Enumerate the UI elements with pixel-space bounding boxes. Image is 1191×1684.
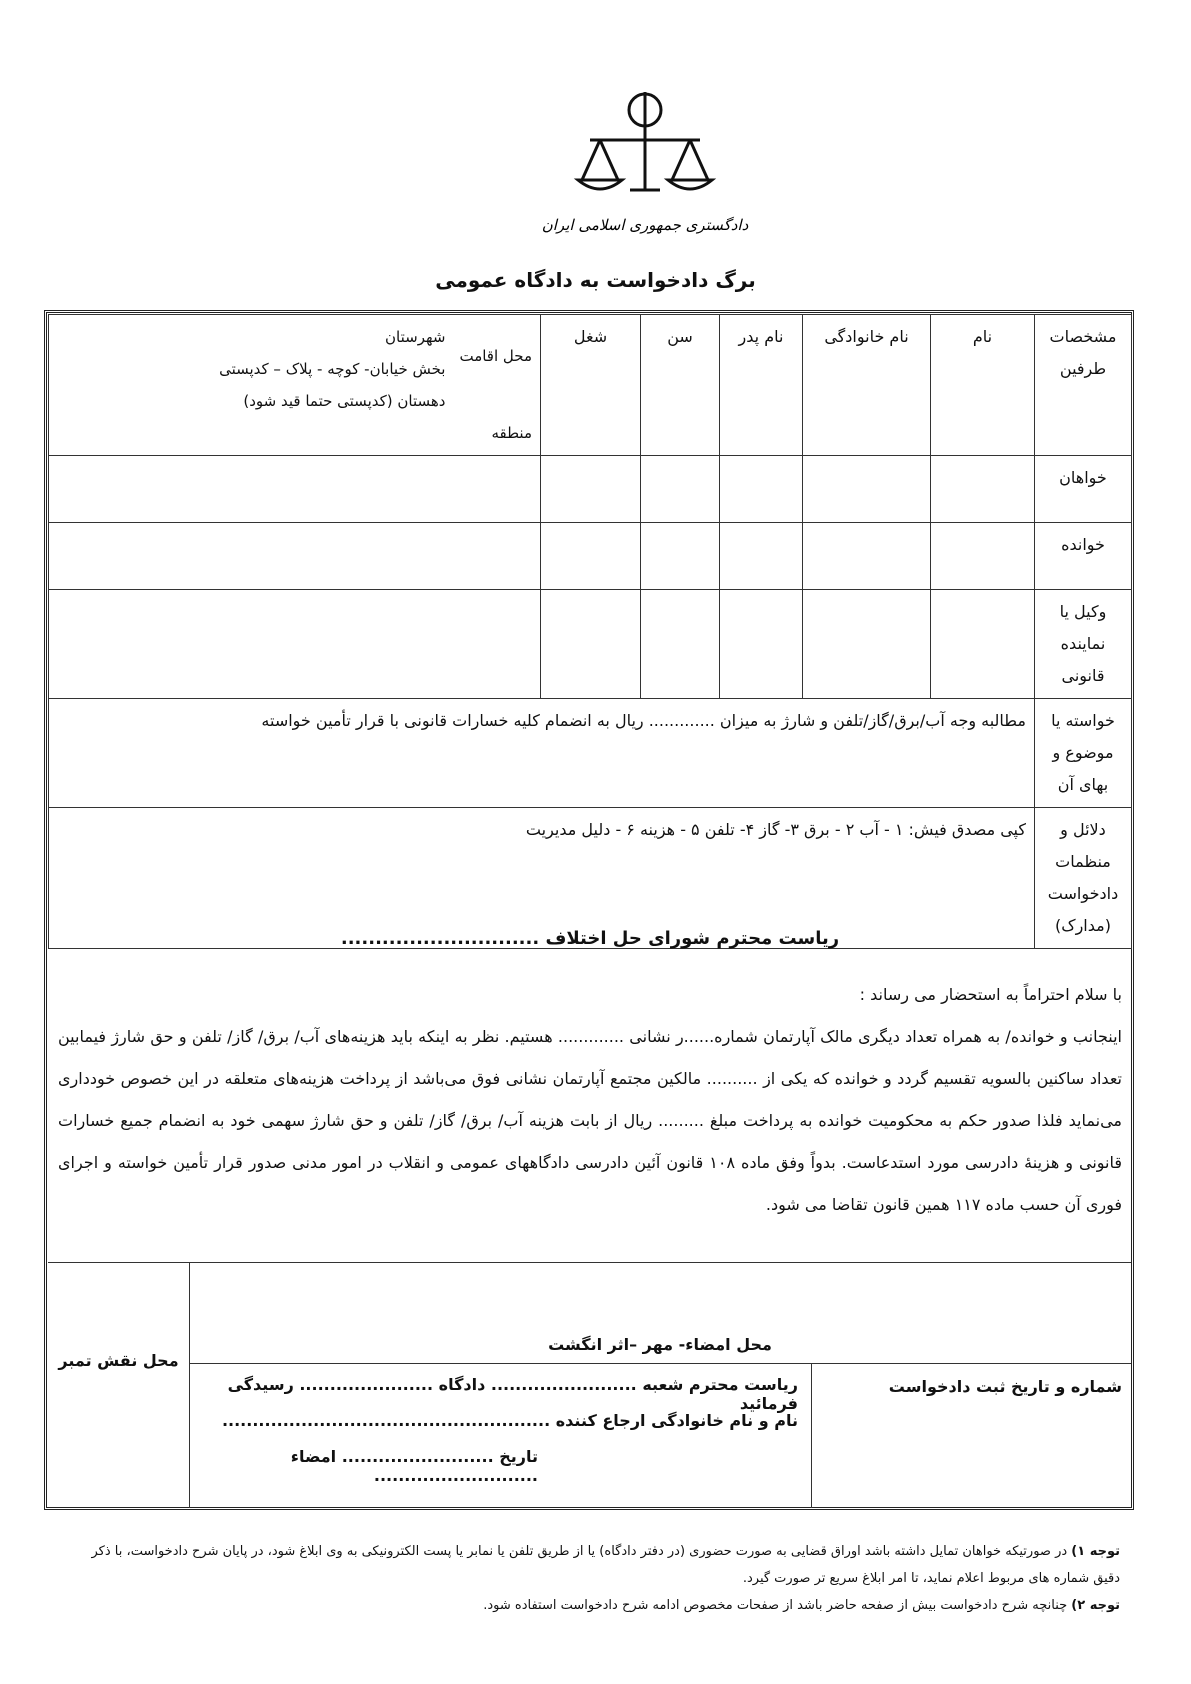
notes xyxy=(80,1538,1120,1619)
agent-father-cell[interactable] xyxy=(720,590,803,699)
section-label: مشخصات طرفین xyxy=(1035,315,1132,456)
plaintiff-job-cell[interactable] xyxy=(541,456,641,523)
defendant-residence-cell[interactable] xyxy=(49,523,541,590)
plaintiff-age-cell[interactable] xyxy=(641,456,720,523)
letter-heading: ریاست محترم شورای حل اختلاف ............................. xyxy=(340,928,840,949)
referral-line-2[interactable]: نام و نام خانوادگی ارجاع کننده ...................................................... xyxy=(221,1411,798,1430)
referral-line-3[interactable]: تاریخ ......................... امضاء ........................... xyxy=(290,1447,538,1485)
note-2-text: چنانچه شرح دادخواست بیش از صفحه حاضر باشد از صفحات مخصوص ادامه شرح دادخواست استفاده شود. xyxy=(483,1598,1068,1613)
defendant-age-cell[interactable] xyxy=(641,523,720,590)
note-1-text: در صورتیکه خواهان تمایل داشته باشد اوراق قضایی به صورت حضوری (در دفتر دادگاه) یا از طریق تلفن یا نمابر یا پست الکترونیکی به وی ابلاغ شود، در پایان شرح دادخواست، با ذکر دقیق شماره های مربوط اعلام نماید، تا امر ابلاغ سریع تر صورت گیرد. xyxy=(91,1544,1120,1586)
row-label-agent: وکیل یا نماینده قانونی xyxy=(1035,590,1132,699)
plaintiff-name-cell[interactable] xyxy=(931,456,1035,523)
residence-line: بخش خیابان- کوچه - پلاک – کدپستی xyxy=(219,360,446,378)
org-name: دادگستری جمهوری اسلامی ایران xyxy=(541,216,749,234)
stamp-place-label: محل نقش تمبر xyxy=(58,1351,179,1370)
defendant-family-cell[interactable] xyxy=(803,523,931,590)
sign-place-label: محل امضاء- مهر –اثر انگشت xyxy=(548,1335,772,1354)
row-label-plaintiff: خواهان xyxy=(1035,456,1132,523)
plaintiff-family-cell[interactable] xyxy=(803,456,931,523)
defendant-father-cell[interactable] xyxy=(720,523,803,590)
agent-name-cell[interactable] xyxy=(931,590,1035,699)
judiciary-emblem-icon xyxy=(541,80,749,250)
row-label-defendant: خوانده xyxy=(1035,523,1132,590)
col-job: شغل xyxy=(541,315,641,456)
col-residence xyxy=(49,315,541,456)
letter-body: اینجانب و خوانده/ به همراه تعداد دیگری مالک آپارتمان شماره......ر نشانی ............. هستیم. نظر به اینکه باید هزینه‌های آب/ برق/ گاز/ تلفن و حق شارژ فیمابین تعداد ساکنین بالسویه تقسیم گردد و خوانده که یکی از .......... مالکین مجتمع آپارتمان نشانی فوق می‌باشد از پرداخت هزینه‌های متعلقه در این خصوص خودداری می‌نماید فلذا صدور حکم به محکومیت خوانده به پرداخت مبلغ ......... ریال از بابت هزینه آب/ برق/ گاز/ تلفن و حق شارژ سهمی خود به انضمام جمیع خسارات قانونی و هزینهٔ دادرسی مورد استدعاست. بدواً وفق ماده ۱۰۸ قانون آئین دادرسی دادگاههای عمومی و انقلاب در امور مدنی صدور قرار تأمین خواسته و اجرای فوری آن حسب ماده ۱۱۷ همین قانون تقاضا می شود. xyxy=(58,1027,1123,1214)
defendant-name-cell[interactable] xyxy=(931,523,1035,590)
parties-table xyxy=(48,314,1132,949)
note-2 xyxy=(80,1592,1120,1619)
col-name: نام xyxy=(931,315,1035,456)
plaintiff-residence-cell[interactable] xyxy=(49,456,541,523)
letter-greeting: با سلام احتراماً به استحضار می رساند : xyxy=(859,985,1122,1004)
plaintiff-father-cell[interactable] xyxy=(720,456,803,523)
defendant-job-cell[interactable] xyxy=(541,523,641,590)
claim-label: خواسته یا موضوع و بهای آن xyxy=(1035,699,1132,808)
referral-line-1[interactable]: ریاست محترم شعبه ........................ دادگاه ...................... رسیدگی فرمائید xyxy=(227,1375,798,1413)
petition-letter xyxy=(58,918,1122,1226)
residence-line: منطقه xyxy=(491,424,532,442)
note-1 xyxy=(80,1538,1120,1592)
agent-age-cell[interactable] xyxy=(641,590,720,699)
residence-label: محل اقامت xyxy=(459,347,532,365)
note-1-label: توجه ۱) xyxy=(1071,1544,1120,1559)
claim-text[interactable]: مطالبه وجه آب/برق/گاز/تلفن و شارژ به میزان ............. ریال به انضمام کلیه خسارات قانونی با قرار تأمین خواسته xyxy=(49,699,1035,808)
agent-family-cell[interactable] xyxy=(803,590,931,699)
evidence-label: دلائل و منظمات دادخواست (مدارک) xyxy=(1035,808,1132,949)
residence-line: دهستان (کدپستی حتما قید شود) xyxy=(243,392,446,410)
residence-line: شهرستان xyxy=(385,328,446,346)
col-family: نام خانوادگی xyxy=(803,315,931,456)
evidence-text[interactable]: کپی مصدق فیش: ۱ - آب ۲ - برق ۳- گاز ۴- تلفن ۵ - هزینه ۶ - دلیل مدیریت xyxy=(49,808,1035,949)
agent-job-cell[interactable] xyxy=(541,590,641,699)
col-age: سن xyxy=(641,315,720,456)
col-father: نام پدر xyxy=(720,315,803,456)
agent-residence-cell[interactable] xyxy=(49,590,541,699)
note-2-label: توجه ۲) xyxy=(1071,1598,1120,1613)
form-title: برگ دادخواست به دادگاه عمومی xyxy=(435,268,756,292)
registry-label: شماره و تاریخ ثبت دادخواست xyxy=(888,1377,1122,1396)
signature-area xyxy=(48,1262,1131,1508)
